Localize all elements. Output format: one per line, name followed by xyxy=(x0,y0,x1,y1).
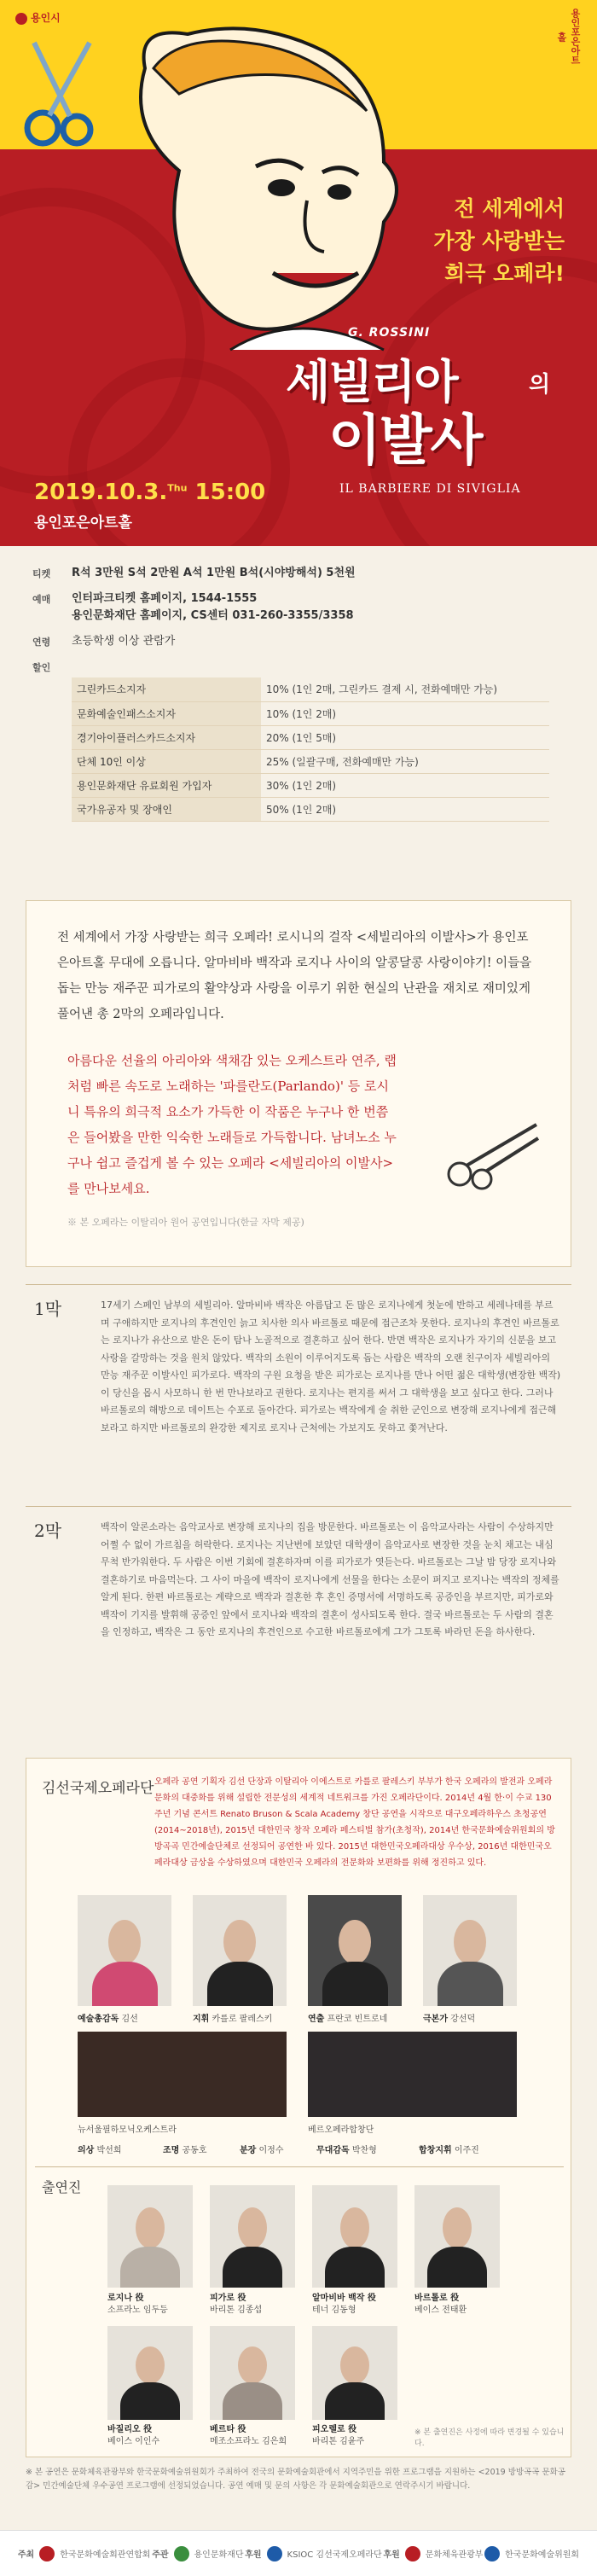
act-2: 2막 백작이 알론소라는 음악교사로 변장해 로지나의 집을 방문한다. 바르톨로는 이 음악교사라는 사람이 수상하지만 어쩔 수 없이 가르침을 허락한다. 로지나는 지난번에 보았던 대학생이 음악교사로 변장한 것을 눈치 채고는 내심 무척 반가워한다. 두 사람은 이번 기회에 결혼하자며 이를 피가로가 엿듣는다. 바르톨로는 그날 밤 당장 로지나와 결혼하기로 마음먹는다. 그 사이 마을에 백작이 로지나에게 선물을 한다는 소문이 퍼지고 로지나는 백작의 정체를 알게 된다. 한편 바르톨로는 계략으로 백작과 결혼한 후 혼인 증명서에 서명하도록 공증인을 부르지만, 피가로와 백작이 기지를 발휘해 공증인 앞에서 로지나와 백작의 결혼이 성사되도록 한다. 결국 바르톨로는 두 사람의 결혼을 인정하고, 백작은 그 동안 로지나의 후견인으로 수고한 바르톨로에게 그가 그토록 바라던 돈을 하사한다. xyxy=(26,1506,571,1736)
cast-label: 출연진 xyxy=(42,2179,82,2195)
intro-highlight: 아름다운 선율의 아리아와 색채감 있는 오케스트라 연주, 랩처럼 빠른 속도로 노래하는 '파를란도(Parlando)' 등 로시니 특유의 희극적 요소가 가득한 이 작품은 누구나 한 번쯤은 들어봤을 만한 익숙한 노래들로 가득합니다. 남녀노소 누구나 쉽고 즐겁게 볼 수 있는 오페라 <세빌리아의 이발사>를 만나보세요. xyxy=(67,1053,397,1196)
cast-photo xyxy=(312,2185,397,2288)
crew-caption: 의상 박선희 xyxy=(78,2146,122,2155)
cast-note: ※ 본 출연진은 사정에 따라 변경될 수 있습니다. xyxy=(414,2428,565,2448)
staff-photo xyxy=(78,1895,171,2006)
italian-title: IL BARBIERE DI SIVIGLIA xyxy=(339,482,521,496)
tagline: 전 세계에서 가장 사랑받는 희극 오페라! xyxy=(433,196,565,286)
title-line2: 이발사 xyxy=(328,410,482,473)
language-note: ※ 본 오페라는 이탈리아 원어 공연입니다(한글 자막 제공) xyxy=(67,1217,304,1228)
company-title: 김선국제오페라단 xyxy=(42,1780,154,1797)
choir-photo xyxy=(308,2032,517,2117)
staff-caption: 극본가 강선덕 xyxy=(423,2015,476,2024)
table-row: 용인문화재단 유료회원 가입자 30% (1인 2매) xyxy=(72,773,549,797)
table-row: 단체 10인 이상 25% (일괄구매, 전화예매만 가능) xyxy=(72,749,549,773)
cast-photo xyxy=(312,2326,397,2420)
staff-photo xyxy=(423,1895,517,2006)
sponsor-footer xyxy=(0,2530,597,2576)
city-logo: 용인시 xyxy=(15,10,61,25)
cast-photo xyxy=(107,2185,193,2288)
cast-caption: 바질리오 役 베이스 이인수 xyxy=(107,2425,160,2446)
venue-stamp: 용인포은아트홀 xyxy=(556,9,581,65)
ticket-prices: R석 3만원 S석 2만원 A석 1만원 B석(시야방해석) 5천원 xyxy=(72,567,356,579)
cast-caption: 로지나 役 소프라노 임두등 xyxy=(107,2294,168,2315)
company-description: 오페라 공연 기획자 김선 단장과 이탈리아 이에스트로 카를로 팔레스키 부부가 한국 오페라의 발전과 오페라 문화의 대중화를 위해 설립한 전문성의 세계적 네트워크를 가진 오페라단이다. 2014년 4월 한·이 수교 130주년 기념 콘서트 Renato Bruson & Scala Academy 창단 공연을 시작으로 대구오페라하우스 초청공연(2014~2018년), 2015년 대한민국 창작 오페라 페스티벌 참가(초청작), 2014년 한국문화예술위원회의 방방곡곡 민간예술단체로 선정되어 공연한 바 있다. 2015년 대한민국오페라대상 우수상, 2016년 대한민국오페라대상 금상을 수상하였으며 대한민국 오페라의 전문화와 보편화를 위해 정진하고 있다. xyxy=(154,1777,555,1868)
footnotes: ※ 본 공연은 문화체육관광부와 한국문화예술위원회가 주최하여 전국의 문화예술회관에서 지역주민을 위한 프로그램을 지원하는 <2019 방방곡곡 문화공감> 민간예술단체 우수공연 프로그램에 선정되었습니다. 공연 예매 및 문의 사항은 각 문화예술회관으로 연락주시기 바랍니다. xyxy=(26,2468,565,2491)
table-row: 경기아이플러스카드소지자 20% (1인 5매) xyxy=(72,725,549,749)
title-particle: 의 xyxy=(529,372,551,398)
sponsor-logo: 주최 한국문화예술회관연합회 xyxy=(18,2546,151,2561)
sponsor-logo: 후원 문화체육관광부 xyxy=(383,2546,483,2561)
cast-photo xyxy=(210,2185,295,2288)
cast-photo xyxy=(414,2185,500,2288)
cast-caption: 피오렐로 役 바리톤 김윤주 xyxy=(312,2425,365,2446)
booking-info: 인터파크티켓 홈페이지, 1544-1555 용인문화재단 홈페이지, CS센터 031-260-3355/3358 xyxy=(72,592,354,622)
staff-caption: 예술총감독 김선 xyxy=(78,2015,138,2024)
scissors-icon xyxy=(441,1116,543,1193)
intro-paragraph: 전 세계에서 가장 사랑받는 희극 오페라! 로시니의 걸작 <세빌리아의 이발사>가 용인포은아트홀 무대에 오릅니다. 알마비바 백작과 로지나 사이의 알콩달콩 사랑이야기! 이들을 돕는 만능 재주꾼 피가로의 활약상과 사랑을 이루기 위한 현실의 난관을 재치로 재미있게 풀어낸 총 2막의 오페라입니다. xyxy=(57,931,532,1021)
title-line1: 세빌리아 xyxy=(286,355,457,409)
staff-caption: 지휘 카를로 팔레스키 xyxy=(193,2015,273,2024)
cast-caption: 피가로 役 바리톤 김종섭 xyxy=(210,2294,263,2315)
cast-photo xyxy=(210,2326,295,2420)
staff-caption: 연출 프란코 빈트로네 xyxy=(308,2015,388,2024)
table-row: 그린카드소지자 10% (1인 2매, 그린카드 결제 시, 전화예매만 가능) xyxy=(72,677,549,701)
opera-company-section xyxy=(26,1758,571,2457)
crew-caption: 합창지휘 이주진 xyxy=(419,2146,479,2155)
crew-caption: 분장 이정수 xyxy=(240,2146,284,2155)
hero-banner xyxy=(0,0,597,546)
crew-caption: 무대감독 박찬형 xyxy=(316,2146,377,2155)
performance-date: 2019.10.3.$^{Thu}$ 15:00 xyxy=(34,480,266,505)
cast-caption: 알마비바 백작 役 테너 김동형 xyxy=(312,2294,376,2315)
ticket-info: 티켓 R석 3만원 S석 2만원 A석 1만원 B석(시야방해석) 5천원 예매 인터파크티켓 홈페이지, 1544-1555 용인문화재단 홈페이지, CS센터 031-260-3355/3358 연령 초등학생 이상 관람가 할인 그린카드소지자 10% (1인 2매, 그린카드 결제 시, 전화예매만 가능) 문화예술인패스소지자 10% (1인 2매) 경기아이플러스카드소지자 20% (1인 5매) 단체 10인 이상 25% (일괄구매, 전화예매만 가능) 용인문화재단 유료회원 가입자 30% (1인 2매) 국가유공자 및 장애인 50% (1인 2매) xyxy=(0,546,597,900)
scissors-art-icon xyxy=(9,34,111,154)
crew-caption: 조명 공동호 xyxy=(163,2146,207,2155)
ensemble-caption: 뉴서울필하모닉오케스트라 xyxy=(78,2125,177,2135)
staff-photo xyxy=(308,1895,402,2006)
sponsor-logo: 후원 KSIOC 김선국제오페라단 xyxy=(245,2546,382,2561)
intro-box xyxy=(26,900,571,1267)
figaro-illustration-icon xyxy=(128,17,418,358)
ensemble-caption: 베르오페라합창단 xyxy=(308,2125,374,2135)
venue-name: 용인포은아트홀 xyxy=(34,515,132,532)
cast-caption: 베르타 役 메조소프라노 김은희 xyxy=(210,2425,287,2446)
composer: G. ROSSINI xyxy=(348,326,431,340)
discount-table xyxy=(72,677,549,822)
table-row: 문화예술인패스소지자 10% (1인 2매) xyxy=(72,701,549,725)
cast-caption: 바르톨로 役 베이스 전태환 xyxy=(414,2294,467,2315)
sponsor-logo: 주관 용인문화재단 xyxy=(152,2546,243,2561)
act-1: 1막 17세기 스페인 남부의 세빌리아. 알마비바 백작은 아름답고 돈 많은 로지나에게 첫눈에 반하고 세레나데를 부르며 구애하지만 로지나의 후견인인 늙고 치사한 의사 바르톨로 때문에 접근조차 못한다. 로지나의 후견인 바르톨로는 로지나가 유산으로 받은 돈이 탐나 노골적으로 결혼하고 싶어 한다. 반면 백작은 로지나가 자기의 신분을 보고 사랑을 갈망하는 것을 원치 않았다. 백작의 소원이 이루어지도록 돕는 사람은 백작의 오랜 친구이자 세빌리아의 만능 재주꾼 이발사인 피가로다. 백작의 구원 요청을 받은 피가로는 로지나를 만나 어떤 젊은 대학생(변장한 백작)이 당신을 몹시 사모하니 한 번 만나보라고 권한다. 로지나는 편지를 써서 그 대학생을 보고 싶다고 한다. 그러나 바르톨로의 해방으로 데이트는 수포로 돌아간다. 피가로는 백작에게 술 취한 군인으로 변장해 로지나에게 접근해보라고 하지만 바르톨로의 완강한 제지로 로지나 근처에는 가보지도 못하고 쫓겨난다. xyxy=(26,1284,571,1497)
cast-photo xyxy=(107,2326,193,2420)
staff-photo xyxy=(193,1895,287,2006)
table-row: 국가유공자 및 장애인 50% (1인 2매) xyxy=(72,797,549,821)
age-limit: 초등학생 이상 관람가 xyxy=(72,635,176,648)
orchestra-photo xyxy=(78,2032,287,2117)
sponsor-logo: 한국문화예술위원회 xyxy=(484,2546,579,2561)
